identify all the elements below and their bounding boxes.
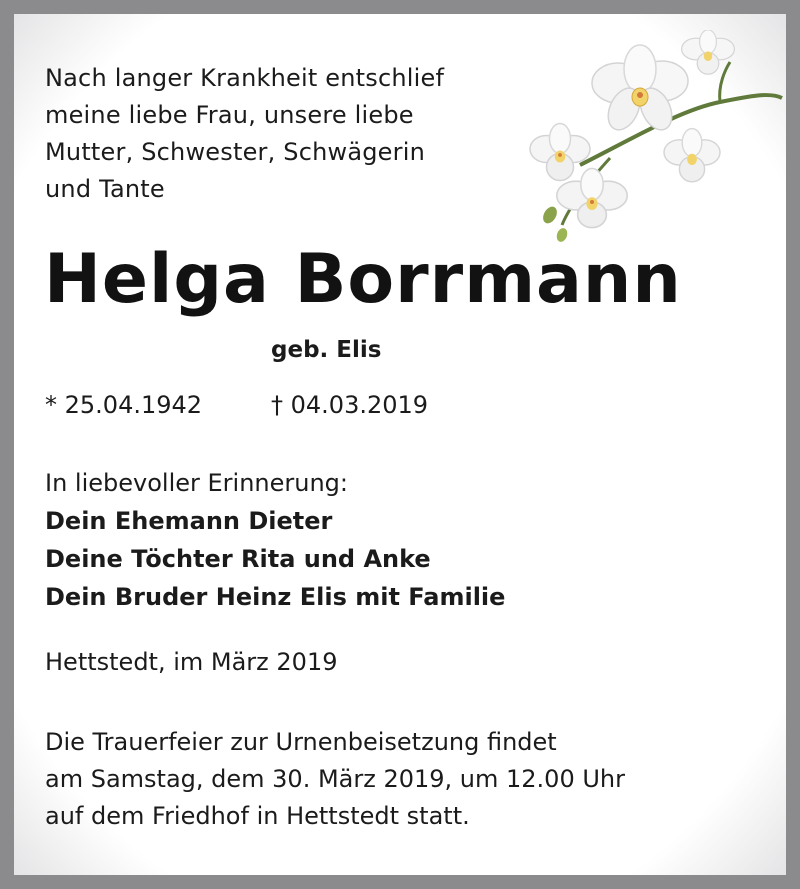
mourner-line: Deine Töchter Rita und Anke: [45, 545, 431, 573]
intro-line: meine liebe Frau, unsere liebe: [45, 101, 414, 129]
mourner-line: Dein Ehemann Dieter: [45, 507, 333, 535]
place-date: Hettstedt, im März 2019: [45, 648, 338, 676]
death-date: † 04.03.2019: [271, 391, 429, 419]
intro-line: Nach langer Krankheit entschlief: [45, 64, 445, 92]
funeral-info: [45, 724, 625, 835]
mourners-block: [45, 464, 505, 616]
mourner-line: Dein Bruder Heinz Elis mit Familie: [45, 583, 506, 611]
deceased-name: Helga Borrmann: [44, 240, 682, 319]
intro-line: Mutter, Schwester, Schwägerin: [45, 138, 425, 166]
memory-heading: In liebevoller Erinnerung:: [45, 469, 348, 497]
maiden-name: geb. Elis: [271, 337, 382, 363]
orchid-image: [520, 30, 790, 250]
funeral-line: auf dem Friedhof in Hettstedt statt.: [45, 802, 470, 830]
intro-line: und Tante: [45, 175, 165, 203]
birth-date: * 25.04.1942: [45, 391, 203, 419]
funeral-line: am Samstag, dem 30. März 2019, um 12.00 Uhr: [45, 765, 625, 793]
funeral-line: Die Trauerfeier zur Urnenbeisetzung findet: [45, 728, 557, 756]
intro-text: [45, 60, 444, 208]
